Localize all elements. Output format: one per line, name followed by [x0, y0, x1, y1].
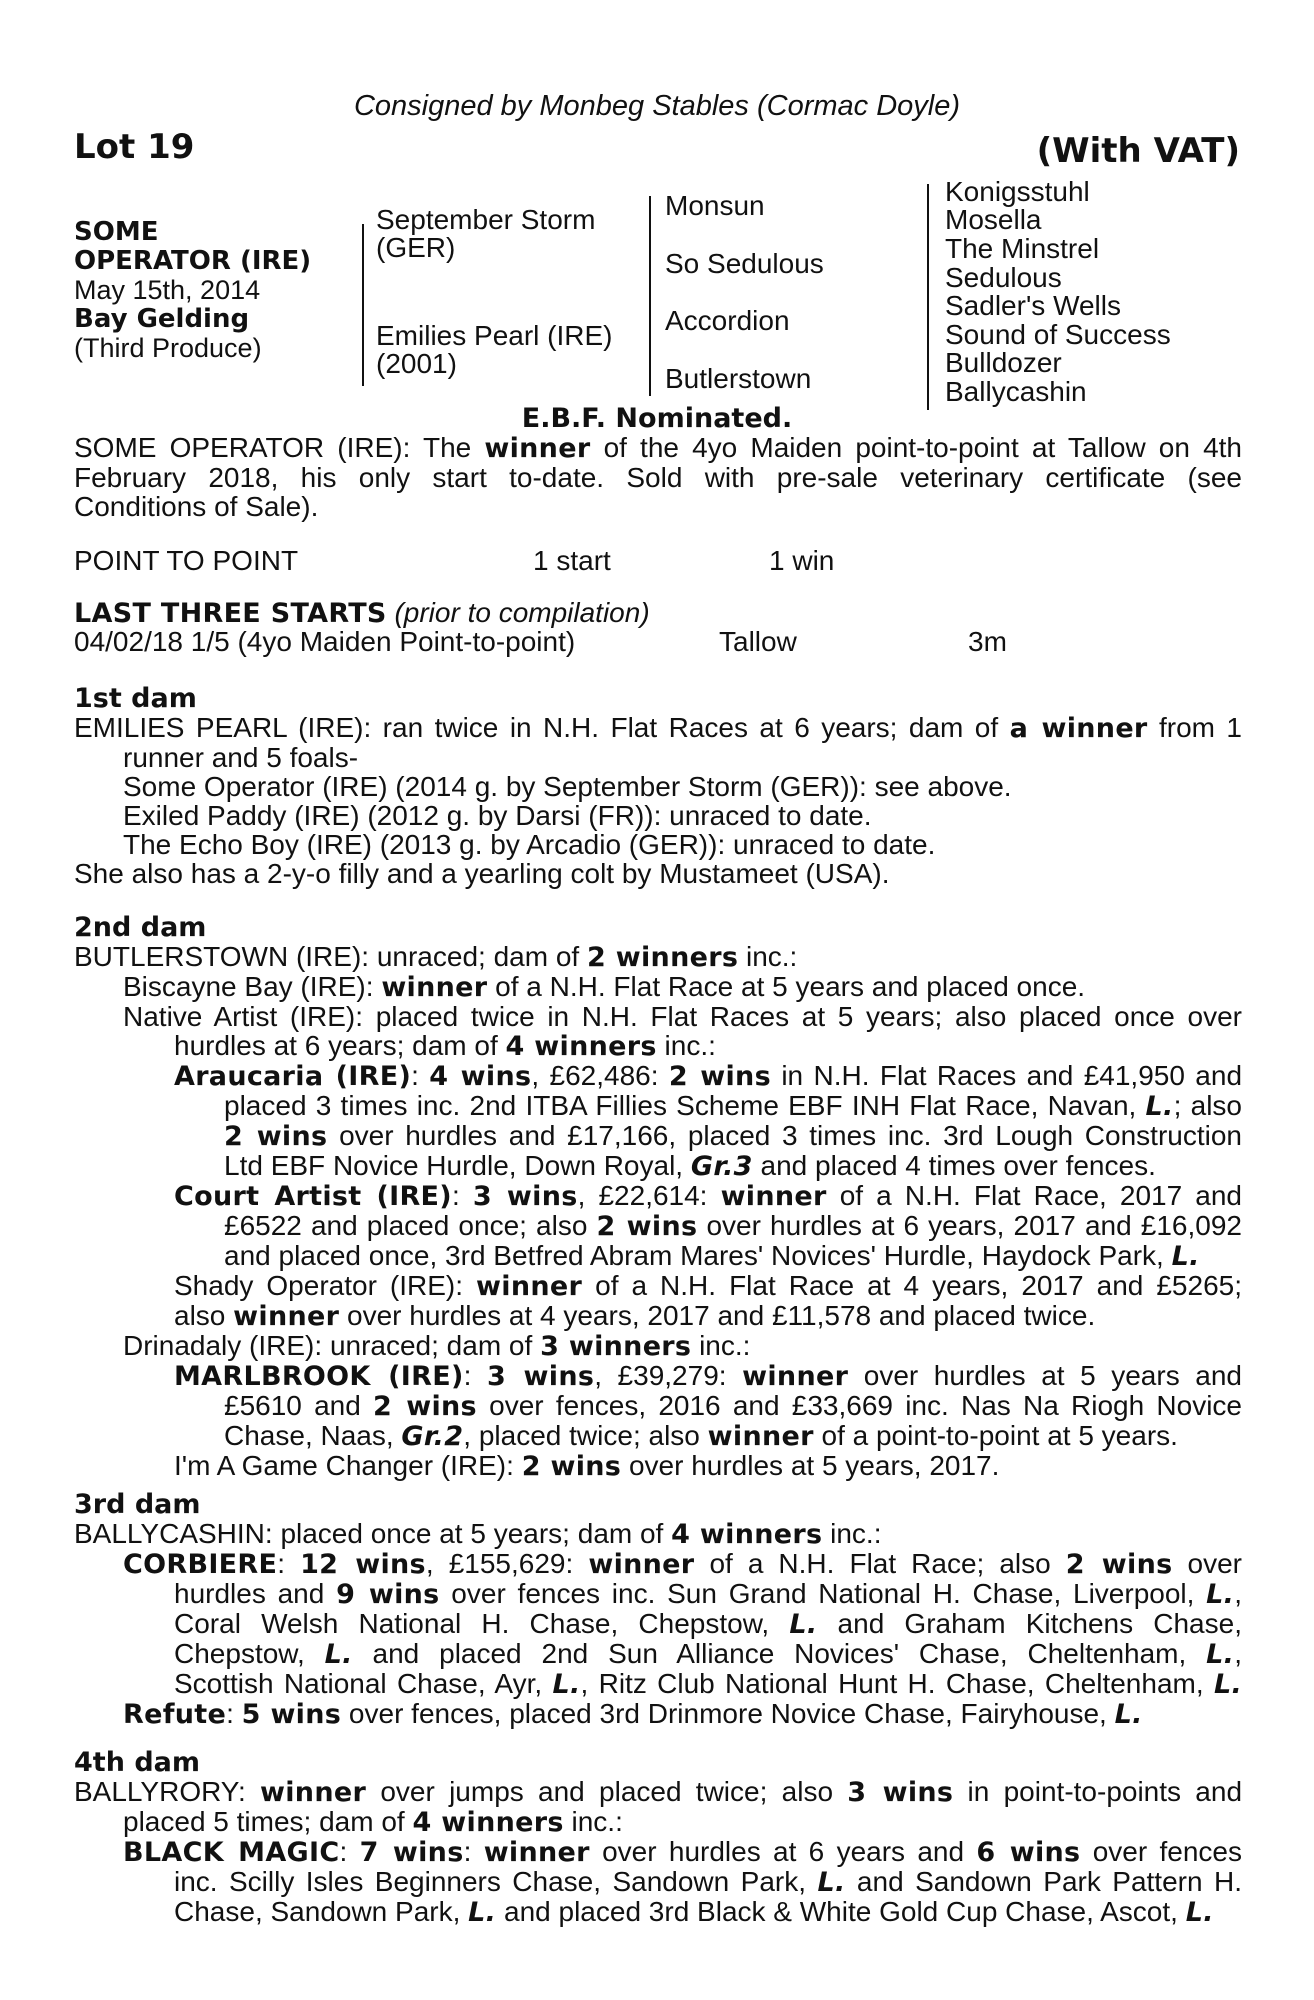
ggp-7: Bulldozer	[945, 347, 1062, 378]
ebf-nomination: E.B.F. Nominated.	[521, 403, 793, 434]
pedigree-divider-2	[649, 196, 651, 396]
second-dam-section: 2nd dam BUTLERSTOWN (IRE): unraced; dam of 2 winners inc.: Biscayne Bay (IRE): winner of a N.H. Flat Race at 5 years and placed once. Native Artist (IRE): placed twice in N.H. Flat Races at 5 years; also placed once over hurdles at 6 years; dam of 4 winners inc.: Araucaria (IRE): 4 wins, £62,486: 2 wins in N.H. Flat Races and £41,950 and placed 3 times inc. 2nd ITBA Fillies Scheme EBF INH Flat Race, Navan, L.; also 2 wins over hurdles and £17,166, placed 3 times inc. 3rd Lough Construction Ltd EBF Novice Hurdle, Down Royal, Gr.3 and placed 4 times over fences. Court Artist (IRE): 3 wins, £22,614: winner of a N.H. Flat Race, 2017 and £6522 and placed once; also 2 wins over hurdles at 6 years, 2017 and £16,092 and placed once, 3rd Betfred Abram Mares' Novices' Hurdle, Haydock Park, L. Shady Operator (IRE): winner of a N.H. Flat Race at 4 years, 2017 and £5265; also winner over hurdles at 4 years, 2017 and £11,578 and placed twice. Drinadaly (IRE): unraced; dam of 3 winners inc.: MARLBROOK (IRE): 3 wins, £39,279: winner over hurdles at 5 years and £5610 and 2 wins over fences, 2016 and £33,669 inc. Nas Na Riogh Novice Chase, Naas, Gr.2, placed twice; also winner of a point-to-point at 5 years. I'm A Game Changer (IRE): 2 wins over hurdles at 5 years, 2017.	[74, 912, 1243, 1482]
sire-name: September Storm	[376, 204, 596, 235]
horse-sex: Bay Gelding	[74, 304, 250, 334]
first-dam-section: 1st dam EMILIES PEARL (IRE): ran twice in N.H. Flat Races at 6 years; dam of a winner from 1 runner and 5 foals- Some Operator (IRE) (2014 g. by September Storm (GER)): see above. Exiled Paddy (IRE) (2012 g. by Darsi (FR)): unraced to date. The Echo Boy (IRE) (2013 g. by Arcadio (GER)): unraced to date. She also has a 2-y-o filly and a yearling colt by Mustameet (USA).	[74, 683, 1242, 889]
start-date-position: 04/02/18 1/5 (4yo Maiden Point-to-point)	[74, 626, 576, 657]
horse-details	[74, 218, 354, 363]
ggp-5: Sadler's Wells	[945, 290, 1121, 321]
last-starts-row	[74, 627, 1242, 657]
ggp-2: Mosella	[945, 204, 1042, 235]
pedigree-divider-3	[927, 184, 929, 410]
section-heading: 1st dam	[74, 683, 197, 714]
dam-year: (2001)	[376, 348, 457, 379]
ggp-8: Ballycashin	[945, 376, 1087, 407]
produce-number: (Third Produce)	[74, 333, 262, 363]
pedigree-divider-1	[362, 224, 364, 386]
horse-name-line1: SOME	[74, 217, 159, 247]
last-starts-heading: LAST THREE STARTS (prior to compilation)	[74, 597, 650, 629]
ggp-3: The Minstrel	[945, 233, 1100, 264]
dam-sire: Accordion	[665, 305, 790, 336]
record-label: POINT TO POINT	[74, 545, 299, 576]
start-distance: 3m	[968, 626, 1007, 657]
race-record	[74, 546, 1242, 576]
start-course: Tallow	[719, 626, 797, 657]
section-heading: 4th dam	[74, 1747, 200, 1778]
dam-name: Emilies Pearl (IRE)	[376, 320, 613, 351]
sire-dam: So Sedulous	[665, 248, 824, 279]
vat-status: (With VAT)	[1036, 131, 1240, 171]
record-starts: 1 start	[533, 545, 611, 576]
consignor-line: Consigned by Monbeg Stables (Cormac Doyle)	[353, 90, 961, 122]
fourth-dam-section: 4th dam BALLYRORY: winner over jumps and placed twice; also 3 wins in point-to-points and placed 5 times; dam of 4 winners inc.: BLACK MAGIC: 7 wins: winner over hurdles at 6 years and 6 wins over fences inc. Scilly Isles Beginners Chase, Sandown Park, L. and Sandown Park Pattern H. Chase, Sandown Park, L. and placed 3rd Black & White Gold Cup Chase, Ascot, L.	[74, 1747, 1243, 1928]
ggp-6: Sound of Success	[945, 319, 1171, 350]
lot-number: Lot 19	[74, 127, 195, 167]
third-dam-section: 3rd dam BALLYCASHIN: placed once at 5 years; dam of 4 winners inc.: CORBIERE: 12 wins, £155,629: winner of a N.H. Flat Race; also 2 wins over hurdles and 9 wins over fences inc. Sun Grand National H. Chase, Liverpool, L., Coral Welsh National H. Chase, Chepstow, L. and Graham Kitchens Chase, Chepstow, L. and placed 2nd Sun Alliance Novices' Chase, Cheltenham, L., Scottish National Chase, Ayr, L., Ritz Club National Hunt H. Chase, Cheltenham, L. Refute: 5 wins over fences, placed 3rd Drinmore Novice Chase, Fairyhouse, L.	[74, 1489, 1243, 1730]
ggp-4: Sedulous	[945, 262, 1062, 293]
foaling-date: May 15th, 2014	[74, 275, 261, 305]
dam-dam: Butlerstown	[665, 363, 812, 394]
record-wins: 1 win	[769, 545, 835, 576]
intro-paragraph: SOME OPERATOR (IRE): The winner of the 4yo Maiden point-to-point at Tallow on 4th February 2018, his only start to-date. Sold with pre-sale veterinary certificate (see Conditions of Sale).	[74, 432, 1242, 522]
horse-name-line2: OPERATOR (IRE)	[74, 246, 312, 276]
sire-origin: (GER)	[376, 232, 456, 263]
ggp-1: Konigsstuhl	[945, 176, 1090, 207]
sire-sire: Monsun	[665, 190, 765, 221]
section-heading: 3rd dam	[74, 1489, 201, 1520]
section-heading: 2nd dam	[74, 912, 207, 943]
